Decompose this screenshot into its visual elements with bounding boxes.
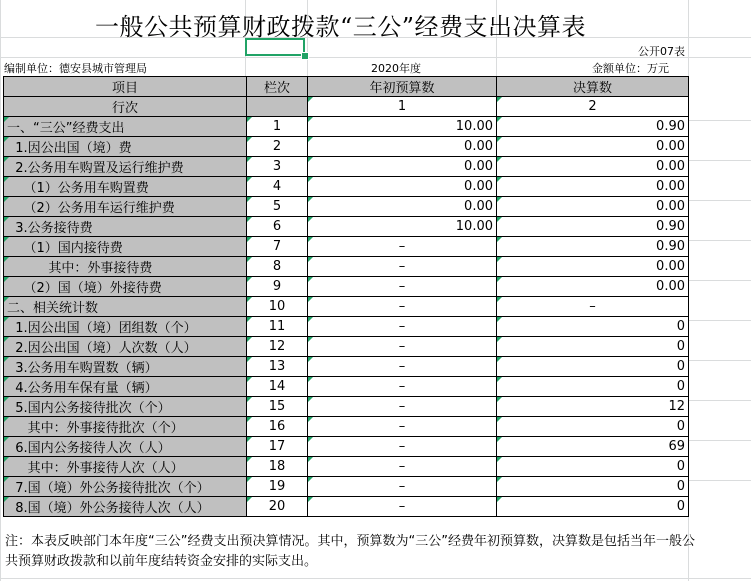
- row-budget[interactable]: –: [308, 317, 497, 337]
- subheader-empty[interactable]: [247, 97, 308, 117]
- row-label[interactable]: 其中：外事接待费: [4, 257, 247, 277]
- gridline: [688, 240, 751, 241]
- table-row: [4, 257, 689, 277]
- row-budget[interactable]: 0.00: [308, 177, 497, 197]
- gridline: [688, 280, 751, 281]
- gridline: [688, 360, 751, 361]
- row-col-number[interactable]: 4: [247, 177, 308, 197]
- table-row: [4, 197, 689, 217]
- row-final[interactable]: 0.90: [497, 217, 689, 237]
- row-budget[interactable]: –: [308, 417, 497, 437]
- row-col-number[interactable]: 5: [247, 197, 308, 217]
- table-row: [4, 157, 689, 177]
- row-label[interactable]: 其中：外事接待批次（个）: [4, 417, 247, 437]
- row-col-number[interactable]: 18: [247, 457, 308, 477]
- row-budget[interactable]: –: [308, 377, 497, 397]
- gridline: [688, 160, 751, 161]
- row-col-number[interactable]: 16: [247, 417, 308, 437]
- table-row: [4, 277, 689, 297]
- row-label[interactable]: 一、“三公”经费支出: [4, 117, 247, 137]
- row-final[interactable]: 0: [497, 457, 689, 477]
- row-col-number[interactable]: 14: [247, 377, 308, 397]
- row-label[interactable]: 5.国内公务接待批次（个）: [4, 397, 247, 417]
- row-col-number[interactable]: 17: [247, 437, 308, 457]
- subheader-budget-index[interactable]: 1: [308, 97, 497, 117]
- row-final[interactable]: 0: [497, 497, 689, 517]
- row-col-number[interactable]: 11: [247, 317, 308, 337]
- table-row: [4, 177, 689, 197]
- row-final[interactable]: 0.00: [497, 177, 689, 197]
- row-label[interactable]: 其中：外事接待人次（人）: [4, 457, 247, 477]
- row-final[interactable]: 0: [497, 377, 689, 397]
- row-final[interactable]: 0: [497, 477, 689, 497]
- row-col-number[interactable]: 19: [247, 477, 308, 497]
- row-budget[interactable]: 0.00: [308, 197, 497, 217]
- table-row: [4, 357, 689, 377]
- row-final[interactable]: 0.90: [497, 237, 689, 257]
- row-budget[interactable]: –: [308, 477, 497, 497]
- row-col-number[interactable]: 20: [247, 497, 308, 517]
- gridline: [688, 120, 751, 121]
- row-label[interactable]: 6.国内公务接待人次（人）: [4, 437, 247, 457]
- row-final[interactable]: 12: [497, 397, 689, 417]
- table-row: [4, 237, 689, 257]
- row-budget[interactable]: –: [308, 237, 497, 257]
- row-col-number[interactable]: 9: [247, 277, 308, 297]
- row-col-number[interactable]: 3: [247, 157, 308, 177]
- row-col-number[interactable]: 15: [247, 397, 308, 417]
- row-label[interactable]: 7.国（境）外公务接待批次（个）: [4, 477, 247, 497]
- row-label[interactable]: （1）国内接待费: [4, 237, 247, 257]
- row-final[interactable]: 0: [497, 357, 689, 377]
- row-budget[interactable]: –: [308, 277, 497, 297]
- table-row: [4, 437, 689, 457]
- row-budget[interactable]: 10.00: [308, 117, 497, 137]
- row-col-number[interactable]: 13: [247, 357, 308, 377]
- compiling-unit: 编制单位：德安县城市管理局: [4, 62, 147, 75]
- row-budget[interactable]: –: [308, 397, 497, 417]
- subheader-row: [4, 97, 689, 117]
- row-budget[interactable]: 0.00: [308, 137, 497, 157]
- gridline: [688, 400, 751, 401]
- table-row: [4, 497, 689, 517]
- row-label[interactable]: （2）国（境）外接待费: [4, 277, 247, 297]
- row-budget[interactable]: –: [308, 457, 497, 477]
- table-row: [4, 317, 689, 337]
- row-budget[interactable]: –: [308, 437, 497, 457]
- row-col-number[interactable]: 8: [247, 257, 308, 277]
- row-label[interactable]: 1.因公出国（境）团组数（个）: [4, 317, 247, 337]
- gridline: [688, 200, 751, 201]
- row-label[interactable]: 二、相关统计数: [4, 297, 247, 317]
- row-final[interactable]: 0.00: [497, 157, 689, 177]
- table-row: [4, 217, 689, 237]
- header-budget[interactable]: 年初预算数: [308, 77, 497, 97]
- row-final[interactable]: 69: [497, 437, 689, 457]
- row-label[interactable]: （1）公务用车购置费: [4, 177, 247, 197]
- row-label[interactable]: 3.公务接待费: [4, 217, 247, 237]
- row-label[interactable]: 8.国（境）外公务接待人次（人）: [4, 497, 247, 517]
- row-col-number[interactable]: 2: [247, 137, 308, 157]
- row-budget[interactable]: –: [308, 337, 497, 357]
- subheader-final-index[interactable]: 2: [497, 97, 689, 117]
- row-budget[interactable]: –: [308, 257, 497, 277]
- gridline: [688, 320, 751, 321]
- table-row: [4, 457, 689, 477]
- footnote: 注：本表反映部门本年度“三公”经费支出预决算情况。其中，预算数为“三公”经费年初预算数，决算数是包括当年一般公共预算财政拨款和以前年度结转资金安排的实际支出。: [5, 534, 695, 569]
- row-final[interactable]: 0.00: [497, 137, 689, 157]
- row-final[interactable]: –: [497, 297, 689, 317]
- fiscal-year: 2020年度: [371, 62, 421, 75]
- row-label[interactable]: 3.公务用车购置数（辆）: [4, 357, 247, 377]
- gridline: [0, 0, 1, 581]
- row-final[interactable]: 0.90: [497, 117, 689, 137]
- row-col-number[interactable]: 7: [247, 237, 308, 257]
- row-budget[interactable]: 10.00: [308, 217, 497, 237]
- table-row: [4, 337, 689, 357]
- page-title: 一般公共预算财政拨款“三公”经费支出决算表: [95, 13, 587, 41]
- row-label[interactable]: （2）公务用车运行维护费: [4, 197, 247, 217]
- row-label[interactable]: 1.因公出国（境）费: [4, 137, 247, 157]
- row-budget[interactable]: –: [308, 297, 497, 317]
- row-col-number[interactable]: 12: [247, 337, 308, 357]
- row-label[interactable]: 2.公务用车购置及运行维护费: [4, 157, 247, 177]
- gridline: [0, 578, 751, 579]
- gridline: [688, 440, 751, 441]
- table-row: [4, 397, 689, 417]
- gridline: [688, 480, 751, 481]
- row-final[interactable]: 0: [497, 417, 689, 437]
- amount-unit: 金额单位：万元: [592, 62, 669, 75]
- expense-table: [3, 76, 689, 517]
- row-label[interactable]: 2.因公出国（境）人次数（人）: [4, 337, 247, 357]
- fill-handle[interactable]: [301, 52, 309, 60]
- header-col[interactable]: 栏次: [247, 77, 308, 97]
- table-row: [4, 297, 689, 317]
- subheader-label[interactable]: 行次: [4, 97, 247, 117]
- row-label[interactable]: 4.公务用车保有量（辆）: [4, 377, 247, 397]
- row-final[interactable]: 0.00: [497, 277, 689, 297]
- row-col-number[interactable]: 10: [247, 297, 308, 317]
- row-budget[interactable]: –: [308, 357, 497, 377]
- row-budget[interactable]: –: [308, 497, 497, 517]
- row-final[interactable]: 0.00: [497, 257, 689, 277]
- table-row: [4, 377, 689, 397]
- table-row: [4, 137, 689, 157]
- table-row: [4, 417, 689, 437]
- table-code: 公开07表: [638, 45, 685, 58]
- selected-cell[interactable]: [245, 38, 305, 56]
- row-col-number[interactable]: 6: [247, 217, 308, 237]
- row-budget[interactable]: 0.00: [308, 157, 497, 177]
- row-final[interactable]: 0: [497, 337, 689, 357]
- table-row: [4, 477, 689, 497]
- row-final[interactable]: 0.00: [497, 197, 689, 217]
- header-final[interactable]: 决算数: [497, 77, 689, 97]
- row-col-number[interactable]: 1: [247, 117, 308, 137]
- header-row: [4, 77, 689, 97]
- table-row: [4, 117, 689, 137]
- header-item[interactable]: 项目: [4, 77, 247, 97]
- row-final[interactable]: 0: [497, 317, 689, 337]
